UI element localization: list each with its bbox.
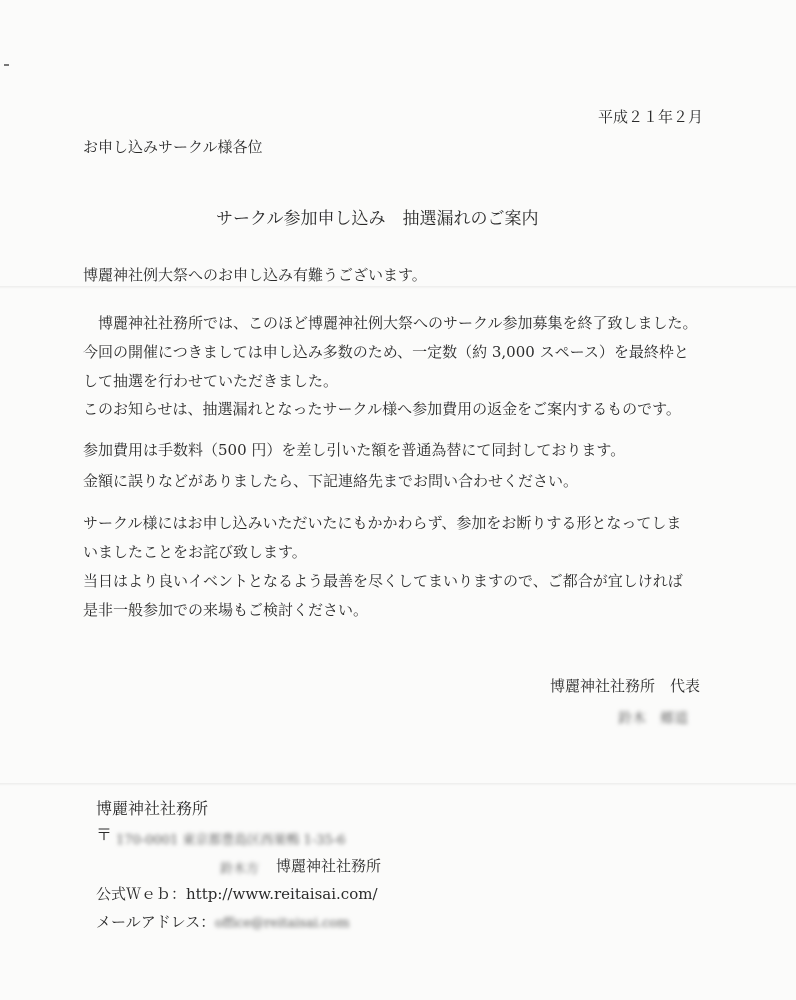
signature-organization: 博麗神社社務所 代表 xyxy=(550,677,701,695)
body-line: 金額に誤りなどがありましたら、下記連絡先までお問い合わせください。 xyxy=(83,472,579,490)
email-redacted: office@reitaisai.com xyxy=(215,916,350,931)
address-redacted: 170-0001 東京都豊島区西巣鴨 1-35-6 xyxy=(116,833,346,848)
body-line: いましたことをお詫び致します。 xyxy=(83,543,307,561)
scan-speck xyxy=(4,64,9,66)
body-line: このお知らせは、抽選漏れとなったサークル様へ参加費用の返金をご案内するものです。 xyxy=(83,400,681,418)
email-label: メールアドレス： xyxy=(96,913,216,931)
body-line: 参加費用は手数料（500 円）を差し引いた額を普通為替にて同封しております。 xyxy=(83,441,626,459)
paper-fold-line xyxy=(0,783,796,786)
body-line: して抽選を行わせていただきました。 xyxy=(83,372,339,390)
body-line: 博麗神社例大祭へのお申し込み有難うございます。 xyxy=(83,266,427,284)
postal-mark: 〒 xyxy=(96,825,113,844)
body-line: 是非一般参加での来場もご検討ください。 xyxy=(83,601,369,619)
signature-name-redacted: 鈴木 郷道 xyxy=(618,711,688,727)
footer-organization: 博麗神社社務所 xyxy=(96,799,209,818)
letter-subject: サークル参加申し込み 抽選漏れのご案内 xyxy=(216,209,539,229)
care-of-redacted: 鈴木方 xyxy=(220,862,260,877)
paper-fold-line xyxy=(0,286,796,289)
body-line: 今回の開催につきましては申し込み多数のため、一定数（約 3,000 スペース）を最終枠と xyxy=(83,343,689,361)
body-line: サークル様にはお申し込みいただいたにもかかわらず、参加をお断りする形となってしま xyxy=(83,514,682,532)
body-line: 当日はより良いイベントとなるよう最善を尽くしてまいりますので、ご都合が宜しければ xyxy=(83,572,683,590)
website-line: 公式Ｗｅｂ：http://www.reitaisai.com/ xyxy=(96,885,378,903)
footer-organization-secondary: 博麗神社社務所 xyxy=(276,857,382,875)
body-line: 博麗神社社務所では、このほど博麗神社例大祭へのサークル参加募集を終了致しました。 xyxy=(83,314,698,332)
salutation: お申し込みサークル様各位 xyxy=(83,138,263,156)
letter-date: 平成２１年２月 xyxy=(598,108,704,126)
